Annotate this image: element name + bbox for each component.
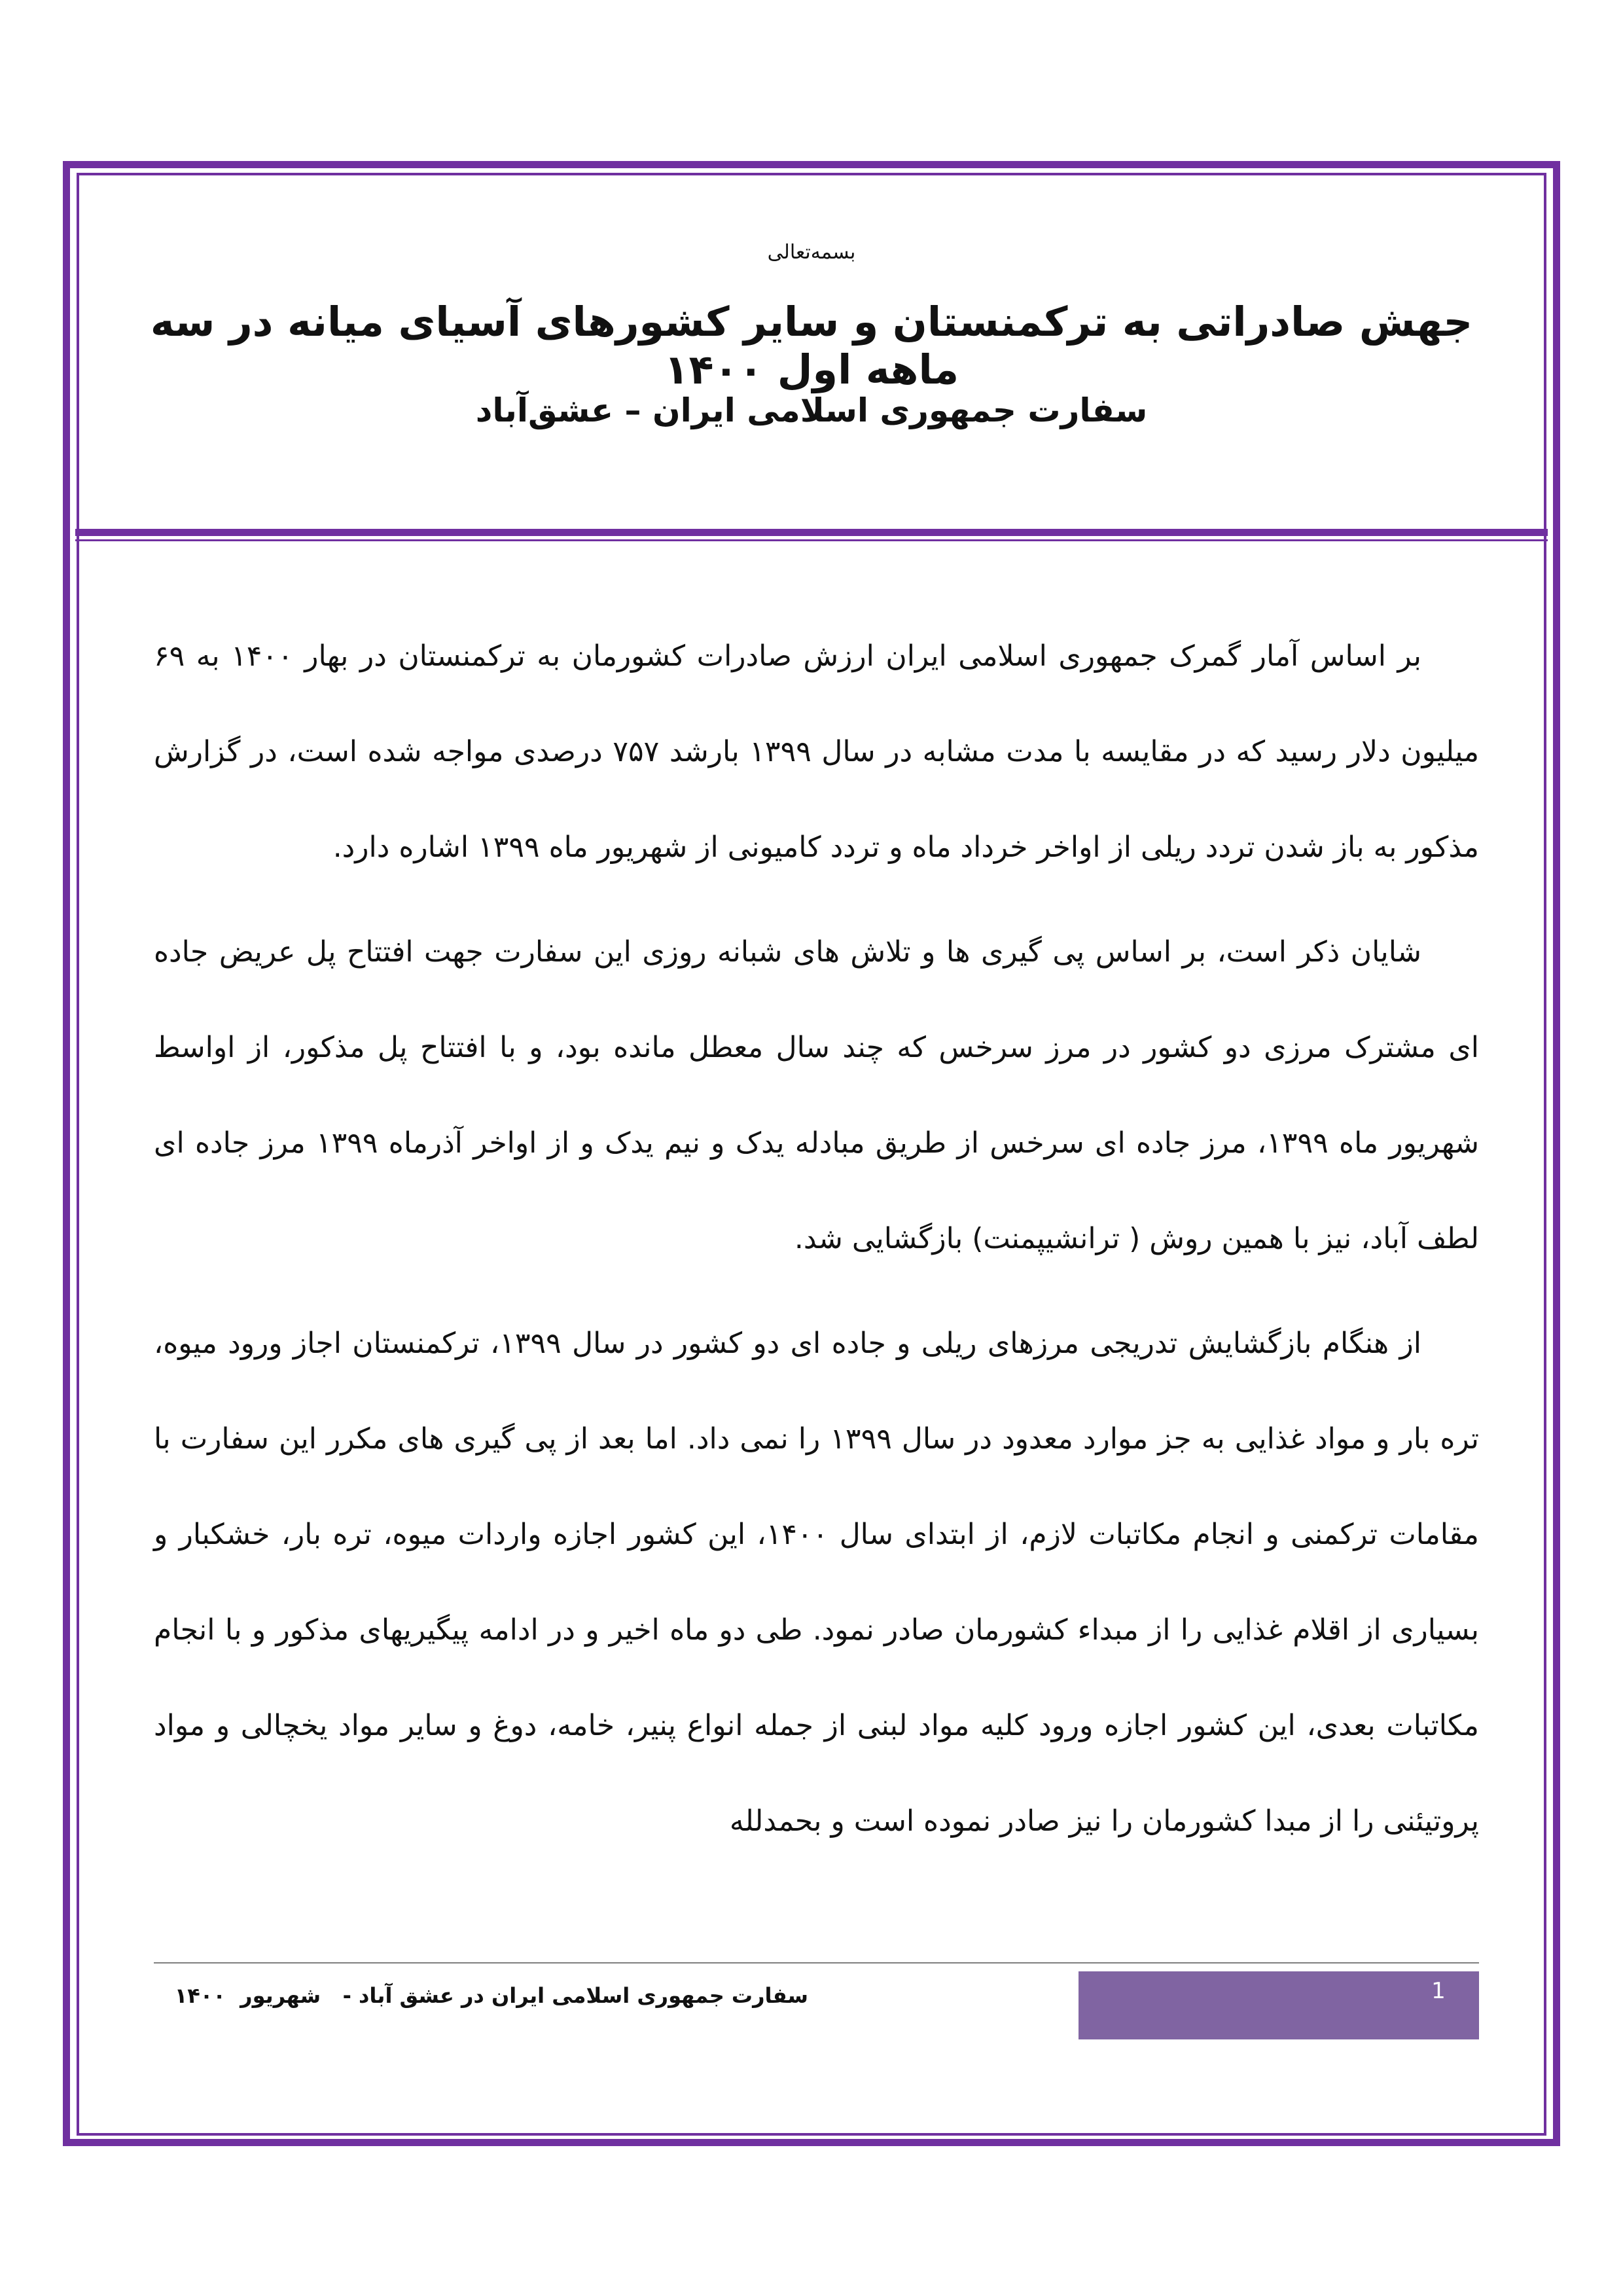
document-subtitle: سفارت جمهوری اسلامی ایران – عشق‌آباد: [475, 391, 1148, 429]
page-number-box: [1079, 1971, 1479, 2039]
header-divider-thin: [75, 539, 1548, 541]
body-paragraph-3: از هنگام بازگشایش تدریجی مرزهای ریلی و جاده ای دو کشور در سال ۱۳۹۹، ترکمنستان اجاز ورود میوه، تره بار و مواد غذایی به جز موارد معدود در سال ۱۳۹۹ را نمی داد. اما بعد از پی گیری های مکرر این سفارت با مقامات ترکمنی و انجام مکاتبات لازم، از ابتدای سال ۱۴۰۰، این کشور اجازه واردات میوه، تره بار، خشکبار و بسیاری از اقلام غذایی را از مبداء کشورمان صادر نمود. طی دو ماه اخیر و در ادامه پیگیریهای مذکور و با انجام مکاتبات بعدی، این کشور اجازه ورود کلیه مواد لبنی از جمله انواع پنیر، خامه، دوغ و سایر مواد یخچالی و مواد پروتیئنی را از مبدا کشورمان را نیز صادر نموده است و بحمدلله: [154, 1327, 1480, 1838]
footer-divider: [154, 1962, 1479, 1964]
bismillah-heading: بسمه‌تعالی: [767, 241, 856, 264]
document-title: جهش صادراتی به ترکمنستان و سایر کشورهای آسیای میانه در سه ماهه اول ۱۴۰۰: [150, 298, 1473, 393]
body-paragraph-1: بر اساس آمار گمرک جمهوری اسلامی ایران ارزش صادرات کشورمان به ترکمنستان در بهار ۱۴۰۰ به ۶۹ میلیون دلار رسید که در مقایسه با مدت مشابه در سال ۱۳۹۹ بارشد ۷۵۷ درصدی مواجه شده است، در گزارش مذکور به باز شدن تردد ریلی از اواخر خرداد ماه و تردد کامیونی از شهریور ماه ۱۳۹۹ اشاره دارد.: [154, 639, 1480, 864]
footer-text: سفارت جمهوری اسلامی ایران در عشق آباد - شهریور ۱۴۰۰: [174, 1983, 808, 2008]
page-number: 1: [1431, 1978, 1446, 2004]
document-body: [154, 609, 1479, 1869]
body-paragraph-2: شایان ذکر است، بر اساس پی گیری ها و تلاش های شبانه روزی این سفارت جهت افتتاح پل عریض جاده ای مشترک مرزی دو کشور در مرز سرخس که چند سال معطل مانده بود، و با افتتاح پل مذکور، از اواسط شهریور ماه ۱۳۹۹، مرز جاده ای سرخس از طریق مبادله یدک و نیم یدک و از اواخر آذرماه ۱۳۹۹ مرز جاده ای لطف آباد، نیز با همین روش ( ترانشیپمنت) بازگشایی شد.: [154, 935, 1480, 1255]
header-divider: [75, 529, 1548, 536]
